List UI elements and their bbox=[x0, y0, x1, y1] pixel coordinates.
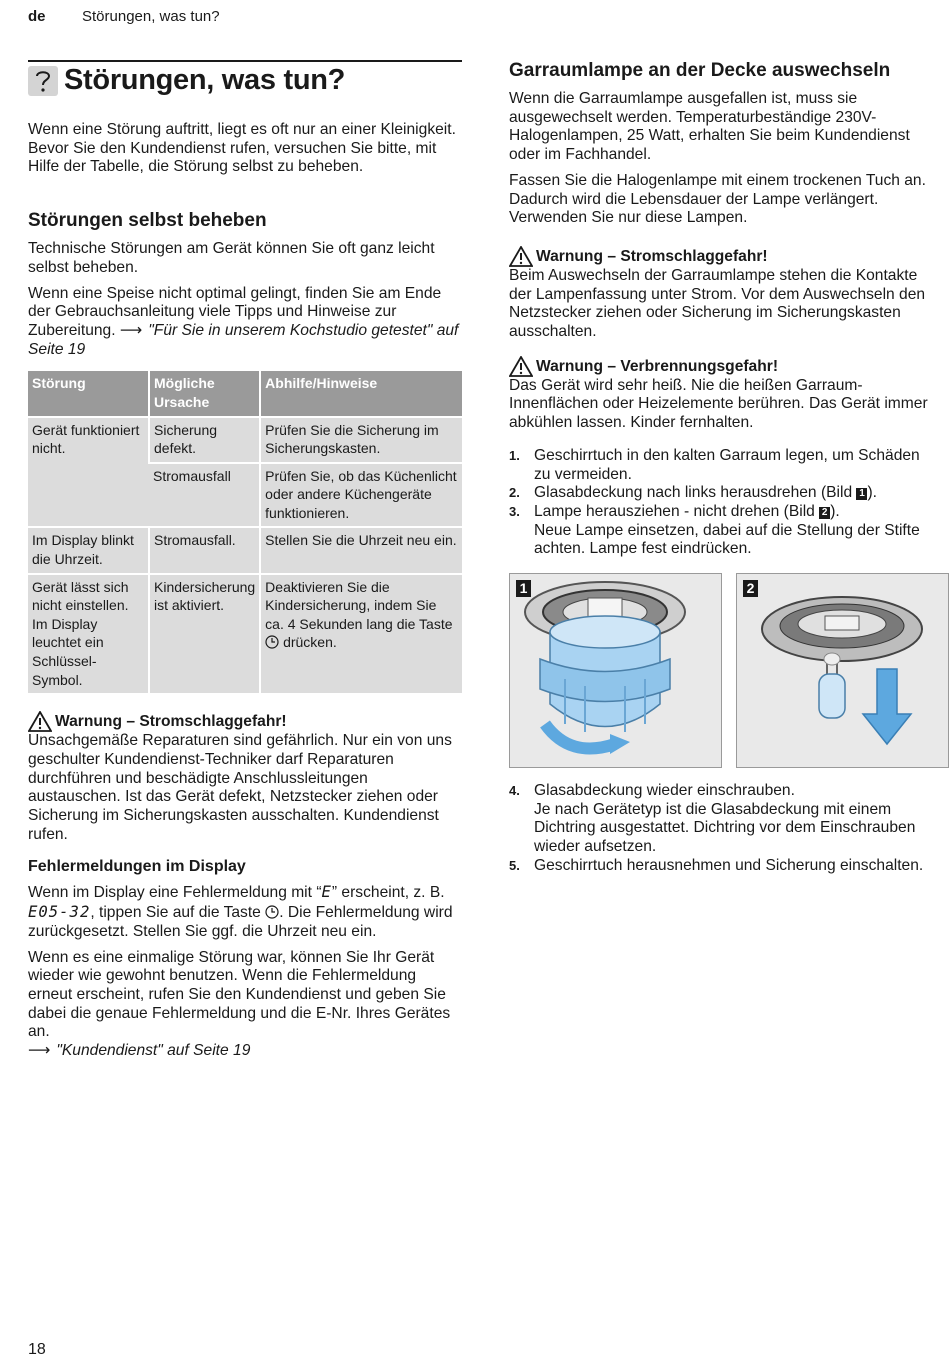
table-row bbox=[28, 417, 462, 463]
figure-ref-badge: 2 bbox=[819, 507, 830, 519]
page-title: Störungen, was tun? bbox=[64, 64, 346, 96]
step-number: 4. bbox=[509, 783, 520, 799]
table-cell-remedy: Prüfen Sie, ob das Küchenlicht oder andere Küchengeräte funktionieren. bbox=[260, 463, 462, 528]
step-number: 5. bbox=[509, 857, 520, 873]
table-header-row bbox=[28, 371, 462, 416]
table-cell-remedy bbox=[260, 574, 462, 694]
step-number: 2. bbox=[509, 485, 520, 501]
lamp-heading: Garraumlampe an der Decke auswechseln bbox=[509, 60, 891, 81]
step-text-part: Glasabdeckung wieder einschrauben. bbox=[534, 782, 795, 800]
warning-triangle-icon bbox=[28, 711, 52, 732]
warning-text-electric: Unsachgemäße Reparaturen sind gefährlich. Nur ein von uns geschulter Kundendienst-Techniker darf Reparaturen durchführen und beschädigte Anschlussleitungen austauschen. Ist das Gerät defekt, Netzstecker ziehen oder Sicherung im Sicherungskasten ausschalten. Kundendienst rufen. bbox=[28, 732, 452, 843]
header-title: Störungen, was tun? bbox=[82, 8, 220, 25]
lamp-pull-out-illustration bbox=[737, 574, 948, 767]
table-cell-remedy-end: drücken. bbox=[283, 634, 337, 651]
figure-1 bbox=[509, 573, 722, 768]
reference-link-kundendienst-text: "Kundendienst" auf Seite 19 bbox=[56, 1042, 251, 1060]
error-text-part: , tippen Sie auf die Taste bbox=[90, 904, 261, 922]
error-messages-heading: Fehlermeldungen im Display bbox=[28, 858, 246, 876]
step-text-part: ). bbox=[867, 484, 878, 502]
figures-row bbox=[509, 573, 934, 768]
warning-title: Warnung – Verbrennungsgefahr! bbox=[536, 357, 779, 375]
self-fix-paragraph-2 bbox=[28, 285, 462, 360]
step-text: Geschirrtuch herausnehmen und Sicherung einschalten. bbox=[534, 856, 924, 874]
table-cell-remedy: Stellen Sie die Uhrzeit neu ein. bbox=[260, 527, 462, 573]
header-language: de bbox=[28, 8, 46, 25]
self-fix-paragraph-2-text: Wenn eine Speise nicht optimal gelingt, finden Sie am Ende der Gebrauchsanleitung viele Tipps und Hinweise zur Zubereitung. bbox=[28, 284, 442, 339]
step-number: 3. bbox=[509, 503, 520, 519]
list-item bbox=[509, 484, 934, 503]
step-text-part: Neue Lampe einsetzen, dabei auf die Stellung der Stifte achten. Lampe fest eindrücken. bbox=[534, 521, 920, 558]
step-text: Geschirrtuch in den kalten Garraum legen, um Schäden zu vermeiden. bbox=[534, 446, 920, 483]
list-item bbox=[509, 447, 934, 484]
table-cell-cause: Stromausfall bbox=[149, 463, 260, 528]
table-cell-remedy-text: Deaktivieren Sie die Kindersicherung, indem Sie ca. 4 Sekunden lang die Taste bbox=[265, 578, 453, 632]
display-code-e: E bbox=[321, 883, 332, 902]
table-header-fault: Störung bbox=[28, 371, 149, 416]
lamp-paragraph-1: Wenn die Garraumlampe ausgefallen ist, muss sie ausgewechselt werden. Temperaturbeständige 230V-Halogenlampen, 25 Watt, erhalten Sie beim Kundendienst oder im Fachhandel. bbox=[509, 90, 910, 164]
reference-arrow-icon: ⟶ bbox=[28, 1042, 51, 1060]
warning-text-burn: Das Gerät wird sehr heiß. Nie die heißen Garraum-Innenflächen oder Heizelemente berühren. Das Gerät immer abkühlen lassen. Kinder fernhalten. bbox=[509, 376, 928, 432]
table-cell-cause: Stromausfall. bbox=[149, 527, 260, 573]
lamp-paragraph-2: Fassen Sie die Halogenlampe mit einem trockenen Tuch an. Dadurch wird die Lebensdauer der Lampe verlängert. Verwenden Sie nur diese Lampen. bbox=[509, 171, 926, 227]
display-error-code: E05-32 bbox=[28, 903, 91, 922]
step-text-part: Je nach Gerätetyp ist die Glasabdeckung mit einem Dichtring ausgestattet. Dichtring vor dem Einschrauben wieder aufsetzen. bbox=[534, 800, 916, 856]
steps-list-2 bbox=[509, 782, 934, 876]
step-text bbox=[534, 782, 934, 857]
figure-ref-badge: 1 bbox=[856, 488, 867, 500]
question-mark-icon bbox=[28, 66, 58, 96]
glass-cover-unscrew-illustration bbox=[510, 574, 721, 767]
warning-heading-burn bbox=[509, 356, 934, 377]
table-cell-cause: Sicherung defekt. bbox=[149, 417, 260, 463]
error-text-part: ” erscheint, z. B. bbox=[331, 884, 445, 902]
error-paragraph-2 bbox=[28, 949, 462, 1061]
step-text-part: Lampe herausziehen - nicht drehen (Bild bbox=[534, 502, 815, 520]
step-number: 1. bbox=[509, 447, 520, 463]
self-fix-paragraph-1: Technische Störungen am Gerät können Sie oft ganz leicht selbst beheben. bbox=[28, 240, 435, 276]
table-cell-remedy: Prüfen Sie die Sicherung im Sicherungskasten. bbox=[260, 417, 462, 463]
left-column bbox=[28, 60, 462, 1068]
warning-triangle-icon bbox=[509, 246, 533, 267]
warning-heading-electric bbox=[28, 711, 462, 732]
warning-title: Warnung – Stromschlaggefahr! bbox=[55, 713, 287, 731]
intro-text: Wenn eine Störung auftritt, liegt es oft nur an einer Kleinigkeit. Bevor Sie den Kundendienst rufen, versuchen Sie bitte, mit Hilfe der Tabelle, die Störung selbst zu beheben. bbox=[28, 121, 456, 176]
table-cell-fault: Gerät funktioniert nicht. bbox=[28, 417, 149, 528]
list-item bbox=[509, 503, 934, 559]
table-cell-cause: Kindersicherung ist aktiviert. bbox=[149, 574, 260, 694]
table-header-remedy: Abhilfe/Hinweise bbox=[260, 371, 462, 416]
warning-text-electric-lamp: Beim Auswechseln der Garraumlampe stehen die Kontakte der Lampenfassung unter Strom. Vor dem Auswechseln den Netzstecker ziehen oder Sicherung im Sicherungskasten ausschalten. bbox=[509, 266, 926, 341]
table-header-cause: Mögliche Ursache bbox=[149, 371, 260, 416]
error-paragraph-2-text: Wenn es eine einmalige Störung war, können Sie Ihr Gerät wieder wie gewohnt benutzen. Wenn die Fehlermeldung erneut erscheint, rufen Sie den Kundendienst und geben Sie dabei die genaue Fehlermeldung und die E-Nr. Ihres Gerätes an. bbox=[28, 948, 451, 1041]
table-cell-fault: Gerät lässt sich nicht einstellen. Im Display leuchtet ein Schlüssel-Symbol. bbox=[28, 574, 149, 694]
warning-heading-electric-lamp bbox=[509, 246, 934, 267]
reference-link-kochstudio-text: "Für Sie in unserem Kochstudio getestet" auf Seite 19 bbox=[28, 321, 459, 358]
error-text-part: . Die Fehlermeldung wird zurückgesetzt. Stellen Sie ggf. die Uhrzeit neu ein. bbox=[28, 904, 453, 940]
list-item bbox=[509, 782, 934, 857]
list-item bbox=[509, 857, 934, 876]
table-cell-fault: Im Display blinkt die Uhrzeit. bbox=[28, 527, 149, 573]
step-text-part: Glasabdeckung nach links herausdrehen (Bild bbox=[534, 484, 853, 502]
steps-list-1 bbox=[509, 447, 934, 559]
warning-triangle-icon bbox=[509, 356, 533, 377]
step-text bbox=[534, 503, 934, 559]
fault-table bbox=[28, 371, 462, 693]
page-title-block bbox=[28, 60, 462, 97]
step-text-part: ). bbox=[830, 502, 840, 520]
right-column bbox=[509, 60, 934, 876]
reference-link-kundendienst[interactable] bbox=[28, 1042, 250, 1059]
page-number: 18 bbox=[28, 1341, 46, 1358]
reference-arrow-icon: ⟶ bbox=[119, 321, 143, 339]
self-fix-heading: Störungen selbst beheben bbox=[28, 210, 267, 232]
step-text bbox=[534, 484, 877, 503]
warning-title: Warnung – Stromschlaggefahr! bbox=[536, 247, 768, 265]
error-text-part: Wenn im Display eine Fehlermeldung mit “ bbox=[28, 884, 322, 902]
figure-label: 2 bbox=[743, 580, 758, 597]
table-row bbox=[28, 527, 462, 573]
figure-2 bbox=[736, 573, 949, 768]
table-row bbox=[28, 574, 462, 694]
clock-icon bbox=[265, 635, 279, 649]
figure-label: 1 bbox=[516, 580, 531, 597]
error-paragraph-1 bbox=[28, 883, 462, 941]
clock-icon bbox=[265, 905, 279, 919]
